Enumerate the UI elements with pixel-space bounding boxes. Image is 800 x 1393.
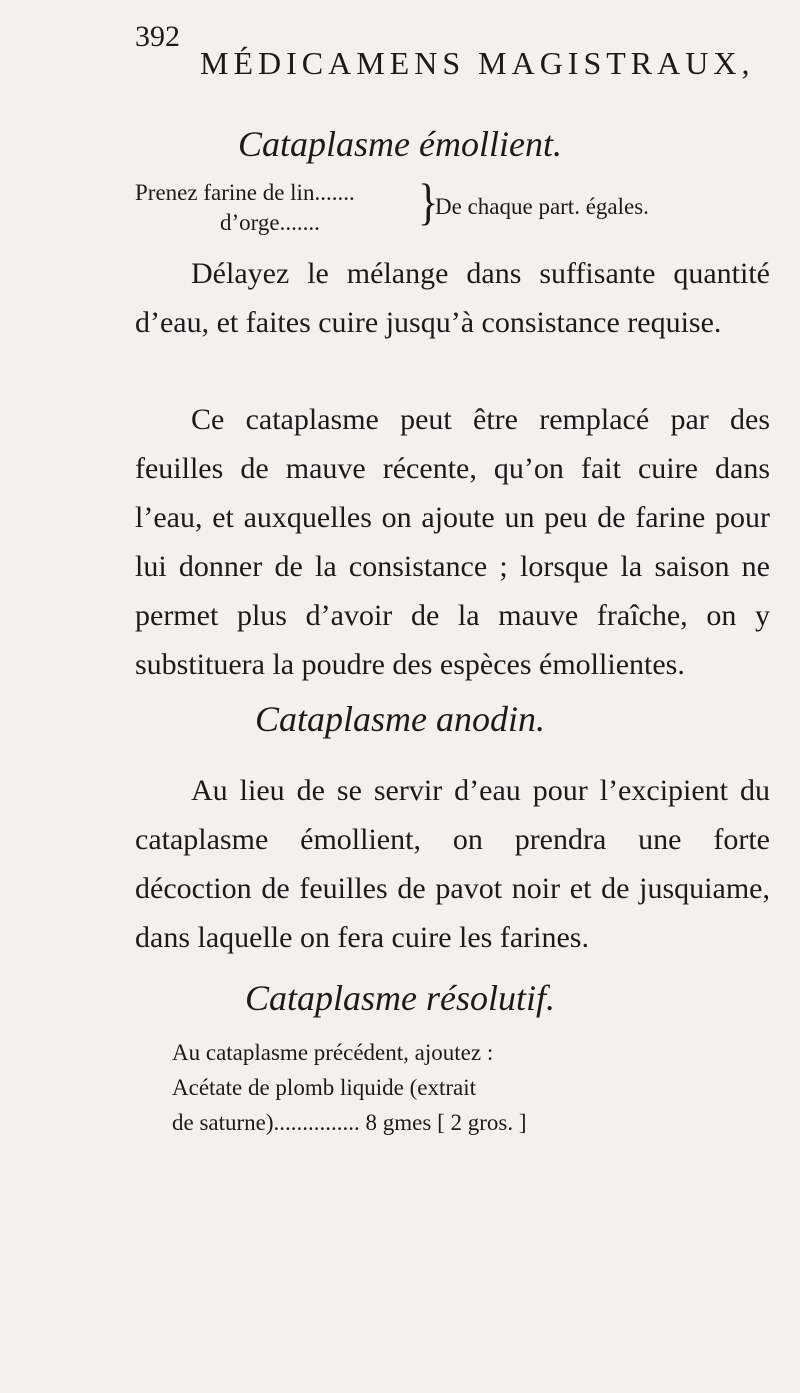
recipe-bracket-note: De chaque part. égales. [435,194,649,219]
section-title-resolutif: Cataplasme résolutif. [244,978,555,1018]
recipe-line-1: Prenez farine de lin....... [135,180,355,205]
resolutif-line-3: de saturne)............... 8 gmes [ 2 gros. ] [172,1110,527,1135]
resolutif-line-2: Acétate de plomb liquide (extrait [172,1075,476,1100]
page-number: 392 [135,20,180,53]
paragraph-mauve: Ce cataplasme peut être remplacé par des feuilles de mauve récente, qu’on fait cuire dans l’eau, et auxquelles on ajoute un peu de farine pour lui donner de la consistance ; lorsque la saison ne permet plus d’avoir de la mauve fraîche, on y substituera la poudre des espèces émollientes. [135,403,770,681]
resolutif-line-1: Au cataplasme précédent, ajoutez : [172,1040,494,1065]
section-title-anodin: Cataplasme anodin. [254,699,545,739]
recipe-brace: } [418,175,439,231]
paragraph-anodin: Au lieu de se servir d’eau pour l’excipient du cataplasme émollient, on prendra une forte décoction de feuilles de pavot noir et de jusquiame, dans laquelle on fera cuire les farines. [135,774,770,954]
recipe-line-2: d’orge....... [220,210,320,235]
recipe-block [135,175,775,240]
section-title-emollient: Cataplasme émollient. [238,124,562,164]
running-head-title: MÉDICAMENS MAGISTRAUX, [200,45,755,81]
paragraph-dilution: Délayez le mélange dans suffisante quantité d’eau, et faites cuire jusqu’à consistance requise. [135,257,770,339]
